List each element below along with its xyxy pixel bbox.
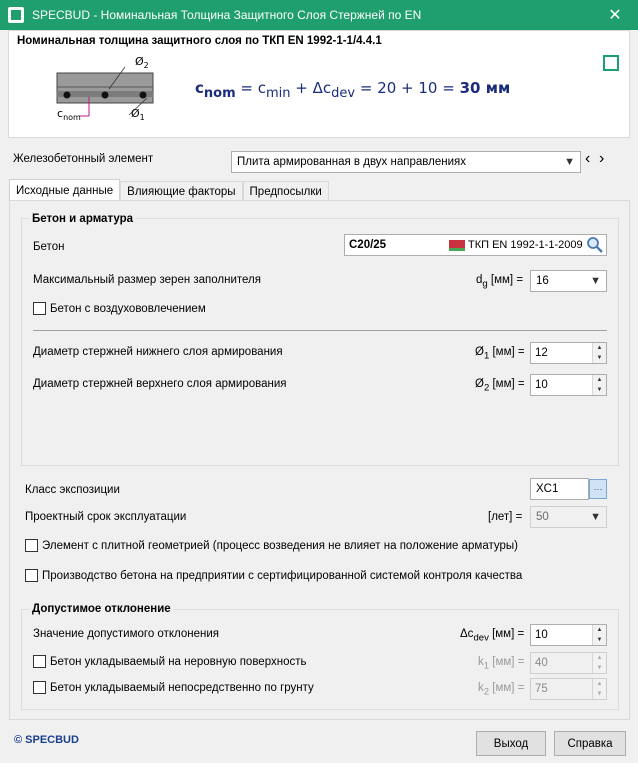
service-life-label: Проектный срок эксплуатации [25,511,187,523]
title-bar [0,0,638,30]
concrete-group-title: Бетон и арматура [29,213,136,225]
next-element-button[interactable]: › [599,150,605,167]
bottom-diameter-label: Диаметр стержней нижнего слоя армирования [33,346,283,358]
spin-up-icon[interactable]: ▲ [593,375,606,385]
concrete-label: Бетон [33,241,65,253]
deviation-group-title: Допустимое отклонение [29,603,174,615]
slab-geometry-checkbox[interactable] [25,539,518,552]
top-diameter-symbol: $Ø_2$ [мм] = [475,378,525,394]
aggregate-select[interactable] [530,270,607,292]
checkbox-box[interactable] [25,539,38,552]
tab-bar [9,179,329,201]
exit-button[interactable]: Выход [476,731,546,756]
element-label: Железобетонный элемент [13,153,154,165]
header-title: Номинальная толщина защитного слоя по ТКП EN 1992-1-1/4.4.1 [17,35,382,47]
specbud-logo: © SPECBUD [14,734,79,746]
concrete-class: C20/25 [349,239,387,251]
aggregate-symbol: $d_g$ [мм] = [476,274,524,290]
concrete-standard: ТКП EN 1992-1-1-2009 [468,239,583,251]
chevron-down-icon: ▼ [564,156,575,168]
deviation-spinner[interactable] [530,624,607,646]
uneven-surface-checkbox[interactable] [33,655,306,668]
k1-symbol: $k_1$ [мм] = [478,656,525,672]
spin-down-icon[interactable]: ▼ [593,635,606,645]
k2-spinner[interactable] [530,678,607,700]
exposure-value: XC1 [536,483,559,495]
tab-influencing-factors[interactable]: Влияющие факторы [120,181,242,202]
air-entrained-checkbox[interactable] [33,302,206,315]
belarus-flag-icon [449,240,465,251]
top-diameter-value: 10 [535,379,548,391]
certified-production-label: Производство бетона на предприятии с сертифицированной системой контроля качества [42,569,523,582]
bottom-diameter-spinner[interactable] [530,342,607,364]
checkbox-box[interactable] [33,655,46,668]
air-entrained-label: Бетон с воздухововлечением [50,302,206,315]
spin-up-icon[interactable]: ▲ [593,653,606,663]
spin-down-icon[interactable]: ▼ [593,353,606,363]
k2-symbol: $k_2$ [мм] = [478,682,525,698]
header-panel [8,30,630,138]
exposure-field[interactable] [530,478,589,500]
aggregate-label: Максимальный размер зерен заполнителя [33,274,261,286]
checkbox-box[interactable] [33,302,46,315]
spin-up-icon[interactable]: ▲ [593,679,606,689]
chevron-down-icon: ▼ [590,275,601,287]
slab-geometry-label: Элемент с плитной геометрией (процесс возведения не влияет на положение арматуры) [42,539,518,552]
top-diameter-spinner[interactable] [530,374,607,396]
diagram-cnom-label: $c_{nom}$ [57,107,81,122]
cover-formula: $c_{nom} = c_{min} + \Delta c_{dev} = 20 + 10 = 30$ мм [195,79,511,101]
k1-value: 40 [535,657,548,669]
diagram-phi1-label: $Ø_1$ [131,107,145,122]
element-select[interactable] [231,151,581,173]
on-ground-label: Бетон укладываемый непосредственно по грунту [50,681,314,694]
cover-diagram [49,53,159,123]
help-button[interactable]: Справка [554,731,626,756]
deviation-symbol: $\Delta c_{dev}$ [мм] = [460,628,525,644]
spin-up-icon[interactable]: ▲ [593,343,606,353]
bottom-diameter-symbol: $Ø_1$ [мм] = [475,346,525,362]
divider [33,330,607,331]
spin-down-icon[interactable]: ▼ [593,663,606,673]
deviation-label: Значение допустимого отклонения [33,628,219,640]
checkbox-box[interactable] [25,569,38,582]
report-icon[interactable] [603,55,619,71]
window-title: SPECBUD - Номинальная Толщина Защитного Слоя Стержней по EN [32,8,422,22]
top-diameter-label: Диаметр стержней верхнего слоя армирования [33,378,287,390]
chevron-down-icon: ▼ [590,511,601,523]
tab-assumptions[interactable]: Предпосылки [243,181,329,202]
prev-element-button[interactable]: ‹ [585,150,591,167]
bottom-diameter-value: 12 [535,347,548,359]
exposure-more-button[interactable]: ··· [589,479,607,499]
app-icon [8,7,24,23]
spin-down-icon[interactable]: ▼ [593,385,606,395]
k2-value: 75 [535,683,548,695]
spin-up-icon[interactable]: ▲ [593,625,606,635]
element-select-value: Плита армированная в двух направлениях [237,156,466,168]
close-button[interactable]: ✕ [608,7,622,24]
on-ground-checkbox[interactable] [33,681,314,694]
checkbox-box[interactable] [33,681,46,694]
k1-spinner[interactable] [530,652,607,674]
concrete-field[interactable] [344,234,607,256]
certified-production-checkbox[interactable] [25,569,522,582]
spin-down-icon[interactable]: ▼ [593,689,606,699]
service-life-unit: [лет] = [488,511,523,523]
exposure-label: Класс экспозиции [25,484,120,496]
tab-input-data[interactable]: Исходные данные [9,179,120,202]
uneven-surface-label: Бетон укладываемый на неровную поверхность [50,655,307,668]
service-life-value: 50 [536,511,549,523]
deviation-value: 10 [535,629,548,641]
search-icon[interactable] [586,236,604,254]
diagram-phi2-label: $Ø_2$ [135,55,149,70]
service-life-select[interactable] [530,506,607,528]
aggregate-value: 16 [536,275,549,287]
